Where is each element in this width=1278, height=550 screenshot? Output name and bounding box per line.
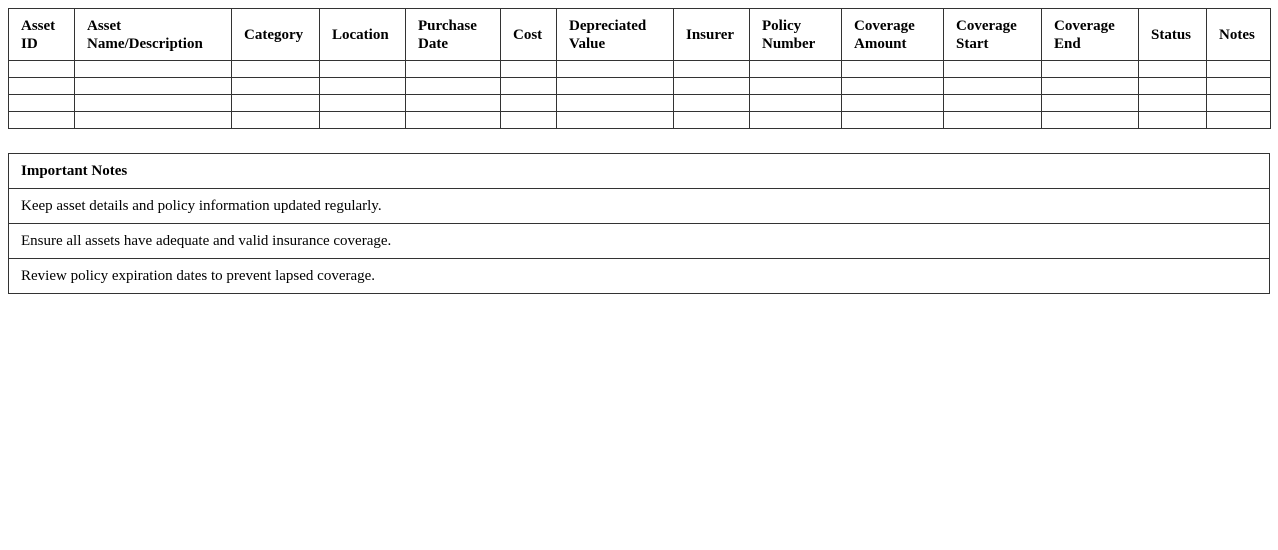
table-cell — [75, 78, 232, 95]
note-row — [9, 224, 1270, 259]
table-cell — [406, 95, 501, 112]
table-cell — [9, 95, 75, 112]
table-row — [9, 78, 1271, 95]
table-cell — [944, 61, 1042, 78]
table-cell — [750, 78, 842, 95]
table-cell — [1207, 95, 1271, 112]
table-cell — [1042, 61, 1139, 78]
table-cell — [1207, 112, 1271, 129]
table-cell — [232, 95, 320, 112]
column-header: Cost — [501, 9, 557, 61]
table-cell — [320, 112, 406, 129]
table-cell — [9, 78, 75, 95]
column-header: Status — [1139, 9, 1207, 61]
table-cell — [75, 95, 232, 112]
table-cell — [1139, 95, 1207, 112]
column-header: Coverage Start — [944, 9, 1042, 61]
column-header: Policy Number — [750, 9, 842, 61]
table-cell — [406, 61, 501, 78]
table-cell — [232, 61, 320, 78]
column-header: Notes — [1207, 9, 1271, 61]
table-cell — [501, 95, 557, 112]
table-cell — [406, 112, 501, 129]
table-cell — [1042, 95, 1139, 112]
table-cell — [674, 95, 750, 112]
table-cell — [842, 61, 944, 78]
table-cell — [1139, 78, 1207, 95]
note-item: Review policy expiration dates to prevent lapsed coverage. — [9, 259, 1270, 294]
table-cell — [1042, 112, 1139, 129]
table-cell — [232, 112, 320, 129]
table-cell — [501, 78, 557, 95]
table-cell — [1207, 78, 1271, 95]
note-row — [9, 259, 1270, 294]
note-item: Ensure all assets have adequate and valid insurance coverage. — [9, 224, 1270, 259]
column-header: Purchase Date — [406, 9, 501, 61]
table-cell — [406, 78, 501, 95]
table-header-row — [9, 9, 1271, 61]
table-cell — [1207, 61, 1271, 78]
table-cell — [1042, 78, 1139, 95]
notes-title-row — [9, 154, 1270, 189]
column-header: Coverage End — [1042, 9, 1139, 61]
table-cell — [674, 61, 750, 78]
table-row — [9, 95, 1271, 112]
table-cell — [1139, 61, 1207, 78]
table-row — [9, 112, 1271, 129]
asset-insurance-table — [8, 8, 1271, 129]
column-header: Depreciated Value — [557, 9, 674, 61]
table-cell — [944, 78, 1042, 95]
column-header: Location — [320, 9, 406, 61]
column-header: Asset Name/Description — [75, 9, 232, 61]
column-header: Asset ID — [9, 9, 75, 61]
column-header: Insurer — [674, 9, 750, 61]
table-cell — [557, 78, 674, 95]
table-cell — [501, 61, 557, 78]
table-cell — [750, 95, 842, 112]
table-cell — [750, 61, 842, 78]
page — [8, 8, 1270, 294]
table-cell — [75, 112, 232, 129]
table-cell — [75, 61, 232, 78]
table-cell — [320, 95, 406, 112]
table-cell — [842, 95, 944, 112]
table-cell — [232, 78, 320, 95]
table-cell — [557, 95, 674, 112]
table-row — [9, 61, 1271, 78]
table-cell — [842, 112, 944, 129]
table-cell — [320, 78, 406, 95]
note-row — [9, 189, 1270, 224]
table-cell — [9, 61, 75, 78]
important-notes-table — [8, 153, 1270, 294]
table-cell — [750, 112, 842, 129]
table-cell — [842, 78, 944, 95]
table-cell — [944, 112, 1042, 129]
table-cell — [944, 95, 1042, 112]
table-cell — [674, 78, 750, 95]
note-item: Keep asset details and policy information updated regularly. — [9, 189, 1270, 224]
table-cell — [9, 112, 75, 129]
table-cell — [557, 112, 674, 129]
notes-title: Important Notes — [9, 154, 1270, 189]
column-header: Coverage Amount — [842, 9, 944, 61]
table-cell — [1139, 112, 1207, 129]
table-cell — [501, 112, 557, 129]
table-cell — [557, 61, 674, 78]
table-cell — [320, 61, 406, 78]
table-cell — [674, 112, 750, 129]
column-header: Category — [232, 9, 320, 61]
